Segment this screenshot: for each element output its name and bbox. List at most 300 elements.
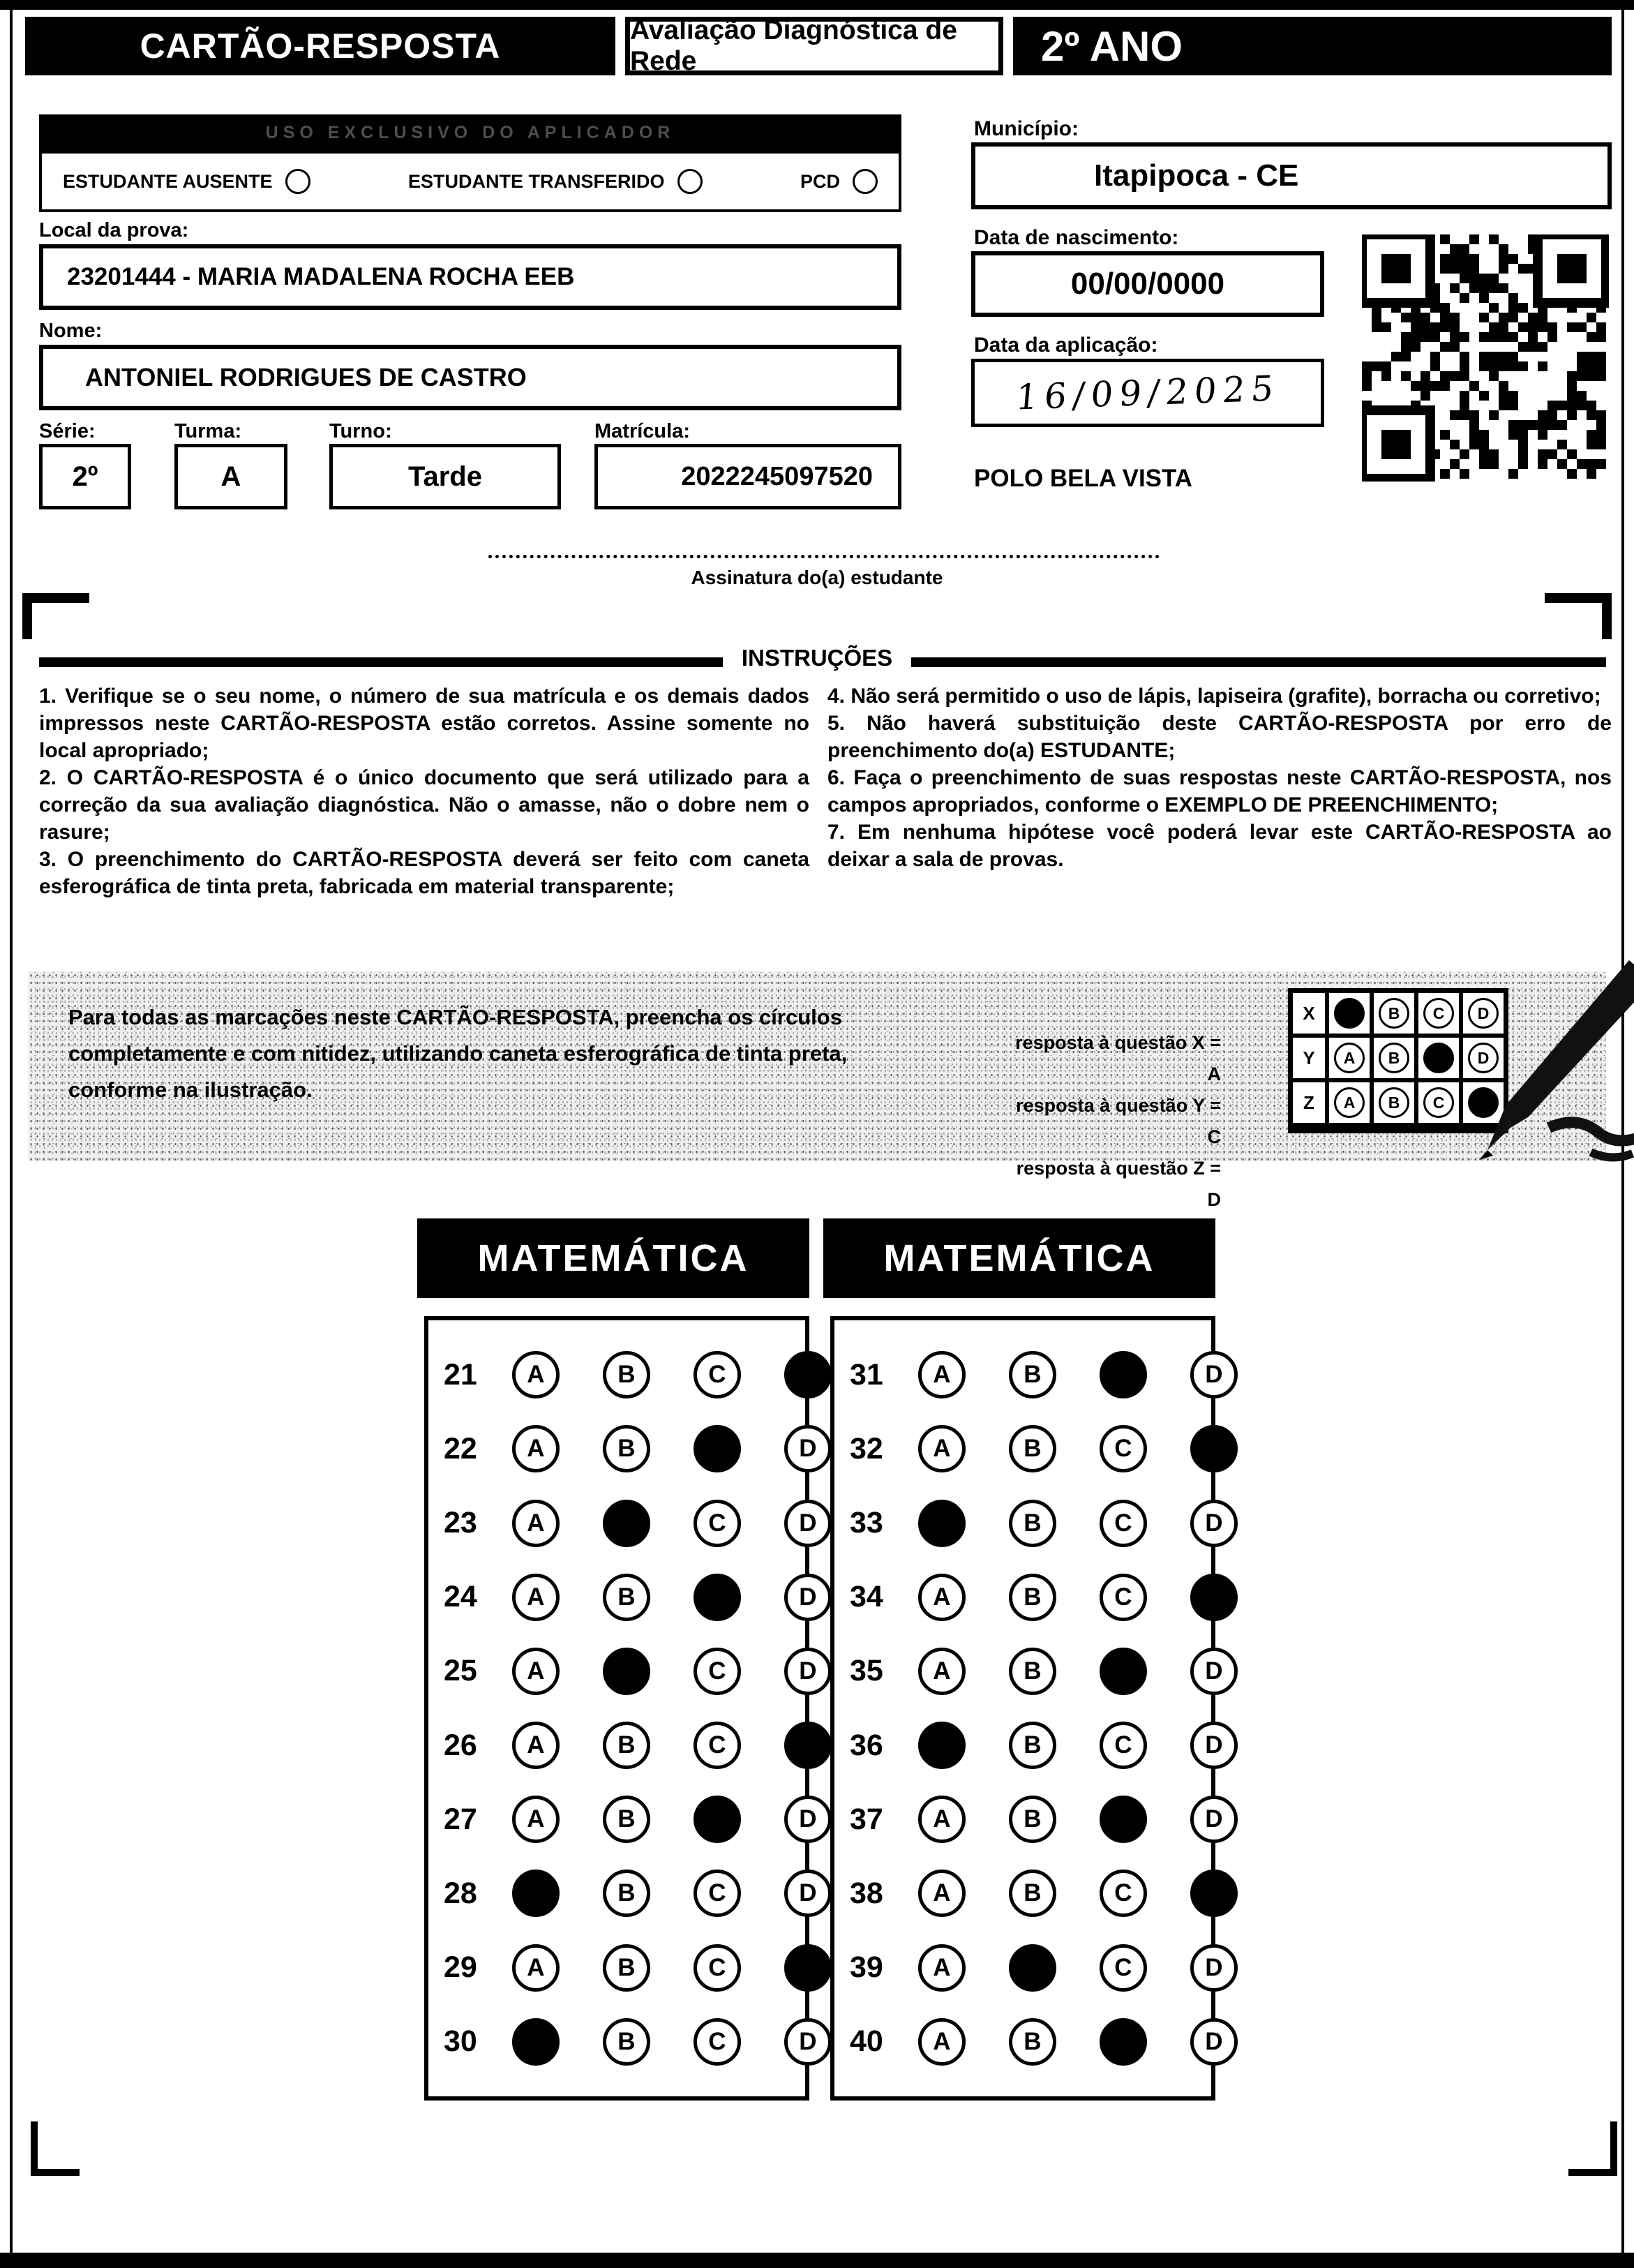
answer-bubble[interactable] (784, 1351, 832, 1398)
status-option-circle[interactable] (677, 169, 703, 194)
municipio-label: Município: (974, 117, 1079, 140)
instruction-item: 7. Em nenhuma hipótese você poderá levar este CARTÃO-RESPOSTA ao deixar a sala de provas. (827, 821, 1612, 871)
answer-bubble[interactable] (784, 1425, 832, 1472)
answer-bubble-letter (1114, 1361, 1132, 1389)
answer-row (444, 1425, 817, 1472)
example-cell (1327, 1080, 1372, 1125)
example-cell (1372, 991, 1416, 1036)
answer-bubble[interactable] (1100, 1500, 1147, 1547)
question-number: 39 (850, 1950, 883, 1985)
answer-row (444, 1944, 805, 1992)
answer-bubble-letter: B (617, 1805, 636, 1833)
status-option (408, 169, 703, 194)
exam-title: Avaliação Diagnóstica de Rede (625, 17, 1003, 75)
answer-options (918, 1500, 1238, 1547)
answer-bubble-letter: D (1205, 1509, 1223, 1537)
answer-options (918, 1351, 1238, 1398)
example-bubble-letter: C (1432, 1093, 1445, 1112)
answer-bubble[interactable] (918, 2018, 966, 2066)
example-cell (1461, 1036, 1506, 1080)
answer-options (512, 2018, 832, 2066)
answer-bubble-letter: C (708, 1953, 726, 1981)
answer-bubble-letter: D (1205, 1657, 1223, 1685)
answer-bubble[interactable] (1190, 1425, 1238, 1472)
corner-bracket-bottom-right (1568, 2121, 1617, 2176)
status-option (63, 169, 310, 194)
question-number: 37 (850, 1802, 883, 1836)
instruction-item: 3. O preenchimento do CARTÃO-RESPOSTA deverá ser feito com caneta esferográfica de tinta preta, fabricada em material transparente; (39, 848, 809, 898)
question-number: 23 (444, 1506, 477, 1540)
answer-bubble-letter: A (527, 1361, 545, 1389)
answer-bubble[interactable] (1100, 1351, 1147, 1398)
answer-bubble[interactable] (784, 1648, 832, 1695)
answer-bubble-letter: A (527, 1657, 545, 1685)
question-number: 29 (444, 1950, 477, 1985)
municipio-field: Itapipoca - CE (971, 142, 1612, 209)
answer-bubble[interactable] (603, 1944, 650, 1992)
example-text: Para todas as marcações neste CARTÃO-RESPOSTA, preencha os círculos completamente e com nitidez, utilizando caneta esferográfica de tinta preta, conforme na ilustração. (68, 1005, 848, 1102)
answer-bubble-letter (1205, 1583, 1222, 1611)
answer-bubble-letter: B (617, 1361, 636, 1389)
answer-row (850, 1722, 1223, 1769)
turma-field: A (174, 444, 287, 509)
example-cell (1416, 1080, 1461, 1125)
example-row-label: X (1291, 991, 1327, 1036)
answer-bubble[interactable] (1100, 1796, 1147, 1843)
answer-row (850, 1796, 1223, 1843)
answer-row (850, 1351, 1223, 1398)
handwritten-date: 16/09/2025 (1014, 368, 1282, 418)
status-option-label: ESTUDANTE AUSENTE (63, 170, 273, 192)
answer-bubble-letter: A (527, 1583, 545, 1611)
nome-field: ANTONIEL RODRIGUES DE CASTRO (39, 345, 901, 410)
status-option-label: ESTUDANTE TRANSFERIDO (408, 170, 665, 192)
matricula-field: 2022245097520 (594, 444, 901, 509)
answer-options (512, 1351, 832, 1398)
instruction-item: 5. Não haverá substituição deste CARTÃO-RESPOSTA por erro de preenchimento do(a) ESTUDANTE; (827, 712, 1612, 762)
applicator-bar: USO EXCLUSIVO DO APLICADOR (39, 114, 901, 151)
question-number: 36 (850, 1728, 883, 1762)
answer-bubble-letter: B (617, 1583, 636, 1611)
status-option-circle[interactable] (853, 169, 878, 194)
answer-bubble-letter (1114, 1805, 1132, 1833)
answer-bubble-letter: D (1205, 2027, 1223, 2055)
answer-bubble[interactable] (1009, 2018, 1056, 2066)
corner-bracket-top-left (22, 593, 89, 639)
signature-line[interactable] (488, 537, 1160, 558)
answer-bubble[interactable] (1190, 1574, 1238, 1621)
instructions-title: INSTRUÇÕES (741, 645, 893, 671)
answer-bubble-letter: C (708, 1657, 726, 1685)
answer-bubble-letter: D (799, 1583, 817, 1611)
question-number: 25 (444, 1654, 477, 1688)
answer-bubble-letter: D (1205, 1953, 1223, 1981)
example-bubble-letter: B (1388, 1004, 1400, 1022)
answer-row (444, 1500, 817, 1547)
signature-label: Assinatura do(a) estudante (691, 567, 943, 588)
question-number: 26 (444, 1728, 477, 1762)
answer-bubble[interactable] (603, 1722, 650, 1769)
example-bubble-letter: D (1477, 1048, 1490, 1067)
answer-bubble-letter: B (1024, 2027, 1042, 2055)
answer-bubble[interactable] (1190, 2018, 1238, 2066)
serie-label: Série: (39, 420, 96, 442)
answer-bubble[interactable] (694, 1722, 741, 1769)
answer-bubble-letter: B (617, 1731, 636, 1759)
answer-bubble-letter (708, 1805, 726, 1833)
answer-options (512, 1944, 832, 1992)
answer-bubble-letter: A (527, 1509, 545, 1537)
answer-bubble[interactable] (512, 1574, 560, 1621)
answer-bubble-letter: B (1024, 1583, 1042, 1611)
answer-options (512, 1500, 832, 1547)
answer-options (918, 1574, 1238, 1621)
answer-bubble-letter (799, 1954, 816, 1982)
answer-bubble-letter (617, 1657, 635, 1685)
answer-bubble[interactable] (603, 1796, 650, 1843)
answer-bubble[interactable] (1009, 1722, 1056, 1769)
answer-bubble[interactable] (603, 1500, 650, 1547)
page-left-rule (10, 0, 13, 2260)
answer-bubble-letter: A (527, 1731, 545, 1759)
question-number: 22 (444, 1431, 477, 1465)
example-bubble (1423, 1043, 1454, 1073)
example-cell (1461, 1080, 1506, 1125)
answer-bubble-letter: D (799, 1879, 817, 1907)
answer-bubble[interactable] (603, 1425, 650, 1472)
answer-bubble-letter: A (933, 1361, 951, 1389)
question-number: 40 (850, 2024, 883, 2059)
example-bubble-letter (1478, 1094, 1490, 1112)
aplicacao-field (971, 359, 1324, 427)
polo-label: POLO BELA VISTA (974, 465, 1193, 492)
answer-bubble-letter: C (708, 1879, 726, 1907)
answer-bubble[interactable] (694, 1648, 741, 1695)
answer-bubble-letter: C (708, 2027, 726, 2055)
answer-bubble[interactable] (694, 1425, 741, 1472)
answer-options (512, 1722, 832, 1769)
example-bubble (1468, 1087, 1499, 1118)
answer-bubble-letter: D (799, 1509, 817, 1537)
answer-bubble[interactable] (512, 1944, 560, 1992)
answer-bubble[interactable] (1009, 1944, 1056, 1992)
answer-options (918, 1722, 1238, 1769)
answer-bubble[interactable] (918, 1351, 966, 1398)
question-number: 27 (444, 1802, 477, 1836)
answer-bubble-letter: B (617, 1953, 636, 1981)
card-title: CARTÃO-RESPOSTA (25, 17, 615, 75)
status-option (800, 169, 878, 194)
answer-bubble[interactable] (694, 1574, 741, 1621)
answer-bubble[interactable] (512, 1351, 560, 1398)
qr-code (1362, 234, 1609, 482)
instructions-column-right (827, 682, 1612, 873)
answer-bubble[interactable] (918, 1500, 966, 1547)
answer-bubble-letter: B (617, 1435, 636, 1463)
answer-bubble[interactable] (918, 1870, 966, 1917)
answer-bubble[interactable] (603, 2018, 650, 2066)
question-number: 35 (850, 1654, 883, 1688)
answer-bubble[interactable] (512, 2018, 560, 2066)
answer-bubble-letter: A (527, 1805, 545, 1833)
answer-bubble[interactable] (784, 1870, 832, 1917)
example-bubble-letter: C (1432, 1004, 1445, 1022)
answer-bubble-letter (1024, 1954, 1041, 1982)
answer-bubble[interactable] (694, 1796, 741, 1843)
answer-bubble-letter: C (708, 1509, 726, 1537)
turma-label: Turma: (174, 420, 242, 442)
answer-bubble-letter: C (1114, 1731, 1132, 1759)
question-number: 21 (444, 1357, 477, 1392)
example-bubble (1423, 1087, 1454, 1118)
answer-bubble-letter: D (799, 1805, 817, 1833)
answer-bubble[interactable] (694, 2018, 741, 2066)
answer-bubble[interactable] (694, 1351, 741, 1398)
question-number: 33 (850, 1506, 883, 1540)
answer-bubble-letter: B (1024, 1435, 1042, 1463)
answer-bubble[interactable] (1100, 1870, 1147, 1917)
answer-row (444, 1796, 817, 1843)
answer-row (444, 2018, 817, 2066)
answer-bubble[interactable] (1190, 1722, 1238, 1769)
answer-bubble[interactable] (1100, 1944, 1147, 1992)
answer-bubble[interactable] (1100, 1574, 1147, 1621)
instruction-item: 4. Não será permitido o uso de lápis, lapiseira (grafite), borracha ou corretivo; (827, 685, 1601, 708)
example-grid (1288, 988, 1508, 1133)
answer-bubble[interactable] (918, 1425, 966, 1472)
section-header-matematica-2: MATEMÁTICA (823, 1218, 1215, 1298)
answer-bubble[interactable] (1009, 1425, 1056, 1472)
answer-bubble-letter (799, 1361, 816, 1389)
answer-bubble[interactable] (1100, 1648, 1147, 1695)
answer-bubble-letter: C (1114, 1509, 1132, 1537)
example-cell (1327, 1036, 1372, 1080)
answer-bubble[interactable] (1100, 1722, 1147, 1769)
page-bottom-rule (0, 2253, 1634, 2268)
example-bubble-letter (1433, 1049, 1445, 1068)
answer-bubble[interactable] (1009, 1500, 1056, 1547)
answer-bubble-letter (933, 1509, 950, 1537)
answer-bubble[interactable] (1009, 1870, 1056, 1917)
instruction-item: 2. O CARTÃO-RESPOSTA é o único documento que será utilizado para a correção da sua avaliação diagnóstica. Não o amasse, não o dobre nem o rasure; (39, 766, 809, 844)
answer-row (444, 1351, 805, 1398)
answer-bubble-letter: D (1205, 1361, 1223, 1389)
answer-bubble-letter (617, 1509, 635, 1537)
example-bubble-letter: D (1477, 1004, 1490, 1022)
answer-bubble[interactable] (603, 1351, 650, 1398)
answer-bubble-letter: B (1024, 1731, 1042, 1759)
answer-bubble[interactable] (784, 2018, 832, 2066)
answer-row (850, 1574, 1211, 1621)
answer-row (850, 1944, 1223, 1992)
answer-bubble-letter: A (527, 1953, 545, 1981)
answer-row (444, 1648, 817, 1695)
answer-bubble-letter: A (933, 1657, 951, 1685)
example-bubble (1334, 1087, 1365, 1118)
instructions-rule-right (911, 657, 1606, 667)
answer-bubble-letter (799, 1731, 816, 1759)
answer-bubble-letter: B (1024, 1657, 1042, 1685)
status-option-circle[interactable] (285, 169, 310, 194)
answer-bubble-letter (708, 1435, 726, 1463)
answer-bubble-letter: D (799, 2027, 817, 2055)
answer-options (512, 1648, 832, 1695)
answer-bubble[interactable] (512, 1796, 560, 1843)
question-number: 38 (850, 1876, 883, 1910)
nome-label: Nome: (39, 320, 103, 342)
instruction-item: 6. Faça o preenchimento de suas respostas neste CARTÃO-RESPOSTA, nos campos apropriados, conforme o EXEMPLO DE PREENCHIMENTO; (827, 766, 1612, 816)
example-row-label: Z (1291, 1080, 1327, 1125)
example-legend-line: resposta à questão Y = C (1016, 1095, 1221, 1147)
answer-bubble-letter: C (708, 1731, 726, 1759)
page-top-rule (0, 0, 1634, 10)
answer-bubble[interactable] (603, 1870, 650, 1917)
question-number: 34 (850, 1580, 883, 1614)
answer-bubble[interactable] (1009, 1351, 1056, 1398)
example-bubble-letter: B (1388, 1048, 1400, 1067)
answer-bubble[interactable] (603, 1574, 650, 1621)
answer-options (512, 1870, 832, 1917)
status-row (39, 151, 901, 212)
corner-bracket-top-right (1545, 593, 1612, 639)
answer-bubble-letter (527, 2028, 544, 2056)
answer-bubble[interactable] (918, 1796, 966, 1843)
answer-bubble[interactable] (784, 1500, 832, 1547)
example-bubble (1379, 1087, 1409, 1118)
example-bubble-letter: A (1343, 1048, 1356, 1067)
answer-bubble[interactable] (1009, 1574, 1056, 1621)
answer-bubble[interactable] (784, 1796, 832, 1843)
answer-bubble[interactable] (1190, 1351, 1238, 1398)
answer-bubble-letter (527, 1879, 544, 1907)
example-cell (1416, 991, 1461, 1036)
answer-bubble[interactable] (512, 1722, 560, 1769)
answer-bubble[interactable] (1190, 1500, 1238, 1547)
example-bubble-letter: B (1388, 1093, 1400, 1112)
answer-bubble[interactable] (1190, 1796, 1238, 1843)
answer-bubble[interactable] (918, 1574, 966, 1621)
answer-bubble-letter: D (799, 1657, 817, 1685)
answer-row (444, 1870, 817, 1917)
answer-bubble[interactable] (1009, 1796, 1056, 1843)
example-legend-line: resposta à questão Z = D (1016, 1158, 1221, 1210)
example-legend (1005, 1027, 1221, 1216)
instructions-column-left (39, 682, 809, 900)
answer-bubble[interactable] (1190, 1870, 1238, 1917)
answer-bubble-letter: A (933, 1583, 951, 1611)
answer-options (918, 2018, 1238, 2066)
answer-bubble[interactable] (512, 1870, 560, 1917)
example-bubble (1468, 998, 1499, 1029)
answer-bubble-letter: A (933, 1805, 951, 1833)
answer-bubble[interactable] (1100, 1425, 1147, 1472)
question-number: 31 (850, 1357, 883, 1392)
answer-bubble[interactable] (694, 1500, 741, 1547)
question-number: 28 (444, 1876, 477, 1910)
example-bubble (1334, 1043, 1365, 1073)
example-legend-line: resposta à questão X = A (1015, 1032, 1221, 1084)
page-right-rule (1621, 0, 1624, 2260)
answer-bubble-letter: B (1024, 1509, 1042, 1537)
example-cell (1372, 1080, 1416, 1125)
example-cell (1327, 991, 1372, 1036)
answer-bubble[interactable] (1190, 1944, 1238, 1992)
nascimento-label: Data de nascimento: (974, 226, 1179, 249)
answer-bubble[interactable] (603, 1648, 650, 1695)
answer-bubble-letter: C (708, 1361, 726, 1389)
answer-options (918, 1425, 1238, 1472)
question-number: 32 (850, 1431, 883, 1465)
answer-bubble[interactable] (918, 1722, 966, 1769)
answer-options (918, 1796, 1238, 1843)
example-cell (1416, 1036, 1461, 1080)
answer-bubble-letter (1205, 1879, 1222, 1907)
example-bubble-letter: A (1343, 1093, 1356, 1112)
aplicacao-label: Data da aplicação: (974, 334, 1158, 357)
answer-bubble[interactable] (1009, 1648, 1056, 1695)
question-number: 24 (444, 1580, 477, 1614)
answer-bubble-letter: D (1205, 1805, 1223, 1833)
answer-bubble[interactable] (512, 1425, 560, 1472)
answer-card-31-40 (830, 1316, 1223, 2101)
answer-bubble-letter: C (1114, 1583, 1132, 1611)
answer-options (512, 1425, 832, 1472)
answer-bubble-letter: D (799, 1435, 817, 1463)
answer-bubble[interactable] (512, 1648, 560, 1695)
answer-bubble-letter (1114, 2028, 1132, 2056)
answer-bubble[interactable] (918, 1648, 966, 1695)
answer-bubble-letter: B (617, 1879, 636, 1907)
answer-bubble-letter: A (933, 1879, 951, 1907)
answer-bubble[interactable] (1190, 1648, 1238, 1695)
answer-bubble[interactable] (784, 1722, 832, 1769)
example-strip (28, 971, 1606, 1210)
answer-bubble-letter: B (1024, 1361, 1042, 1389)
answer-bubble-letter: C (1114, 1953, 1132, 1981)
answer-bubble-letter: C (1114, 1879, 1132, 1907)
grade-badge: 2º ANO (1013, 17, 1612, 75)
corner-bracket-bottom-left (31, 2121, 80, 2176)
instructions-rule-left (39, 657, 723, 667)
answer-bubble[interactable] (512, 1500, 560, 1547)
answer-bubble[interactable] (918, 1944, 966, 1992)
answer-card-21-30 (424, 1316, 817, 2101)
answer-bubble[interactable] (1100, 2018, 1147, 2066)
example-bubble (1423, 998, 1454, 1029)
answer-row (850, 1648, 1223, 1695)
answer-bubble-letter: D (1205, 1731, 1223, 1759)
answer-row (850, 2018, 1223, 2066)
answer-bubble[interactable] (784, 1944, 832, 1992)
turno-field: Tarde (329, 444, 561, 509)
example-cell (1461, 991, 1506, 1036)
answer-options (918, 1944, 1238, 1992)
answer-options (918, 1870, 1238, 1917)
example-row-label: Y (1291, 1036, 1327, 1080)
answer-row (850, 1425, 1211, 1472)
example-bubble (1379, 998, 1409, 1029)
answer-bubble-letter: B (617, 2027, 636, 2055)
answer-bubble-letter: A (933, 1953, 951, 1981)
answer-bubble-letter: A (527, 1435, 545, 1463)
status-option-label: PCD (800, 170, 840, 192)
example-bubble (1334, 998, 1365, 1029)
answer-bubble[interactable] (694, 1944, 741, 1992)
answer-bubble[interactable] (694, 1870, 741, 1917)
answer-bubble[interactable] (784, 1574, 832, 1621)
answer-options (918, 1648, 1238, 1695)
answer-bubble-letter (933, 1731, 950, 1759)
